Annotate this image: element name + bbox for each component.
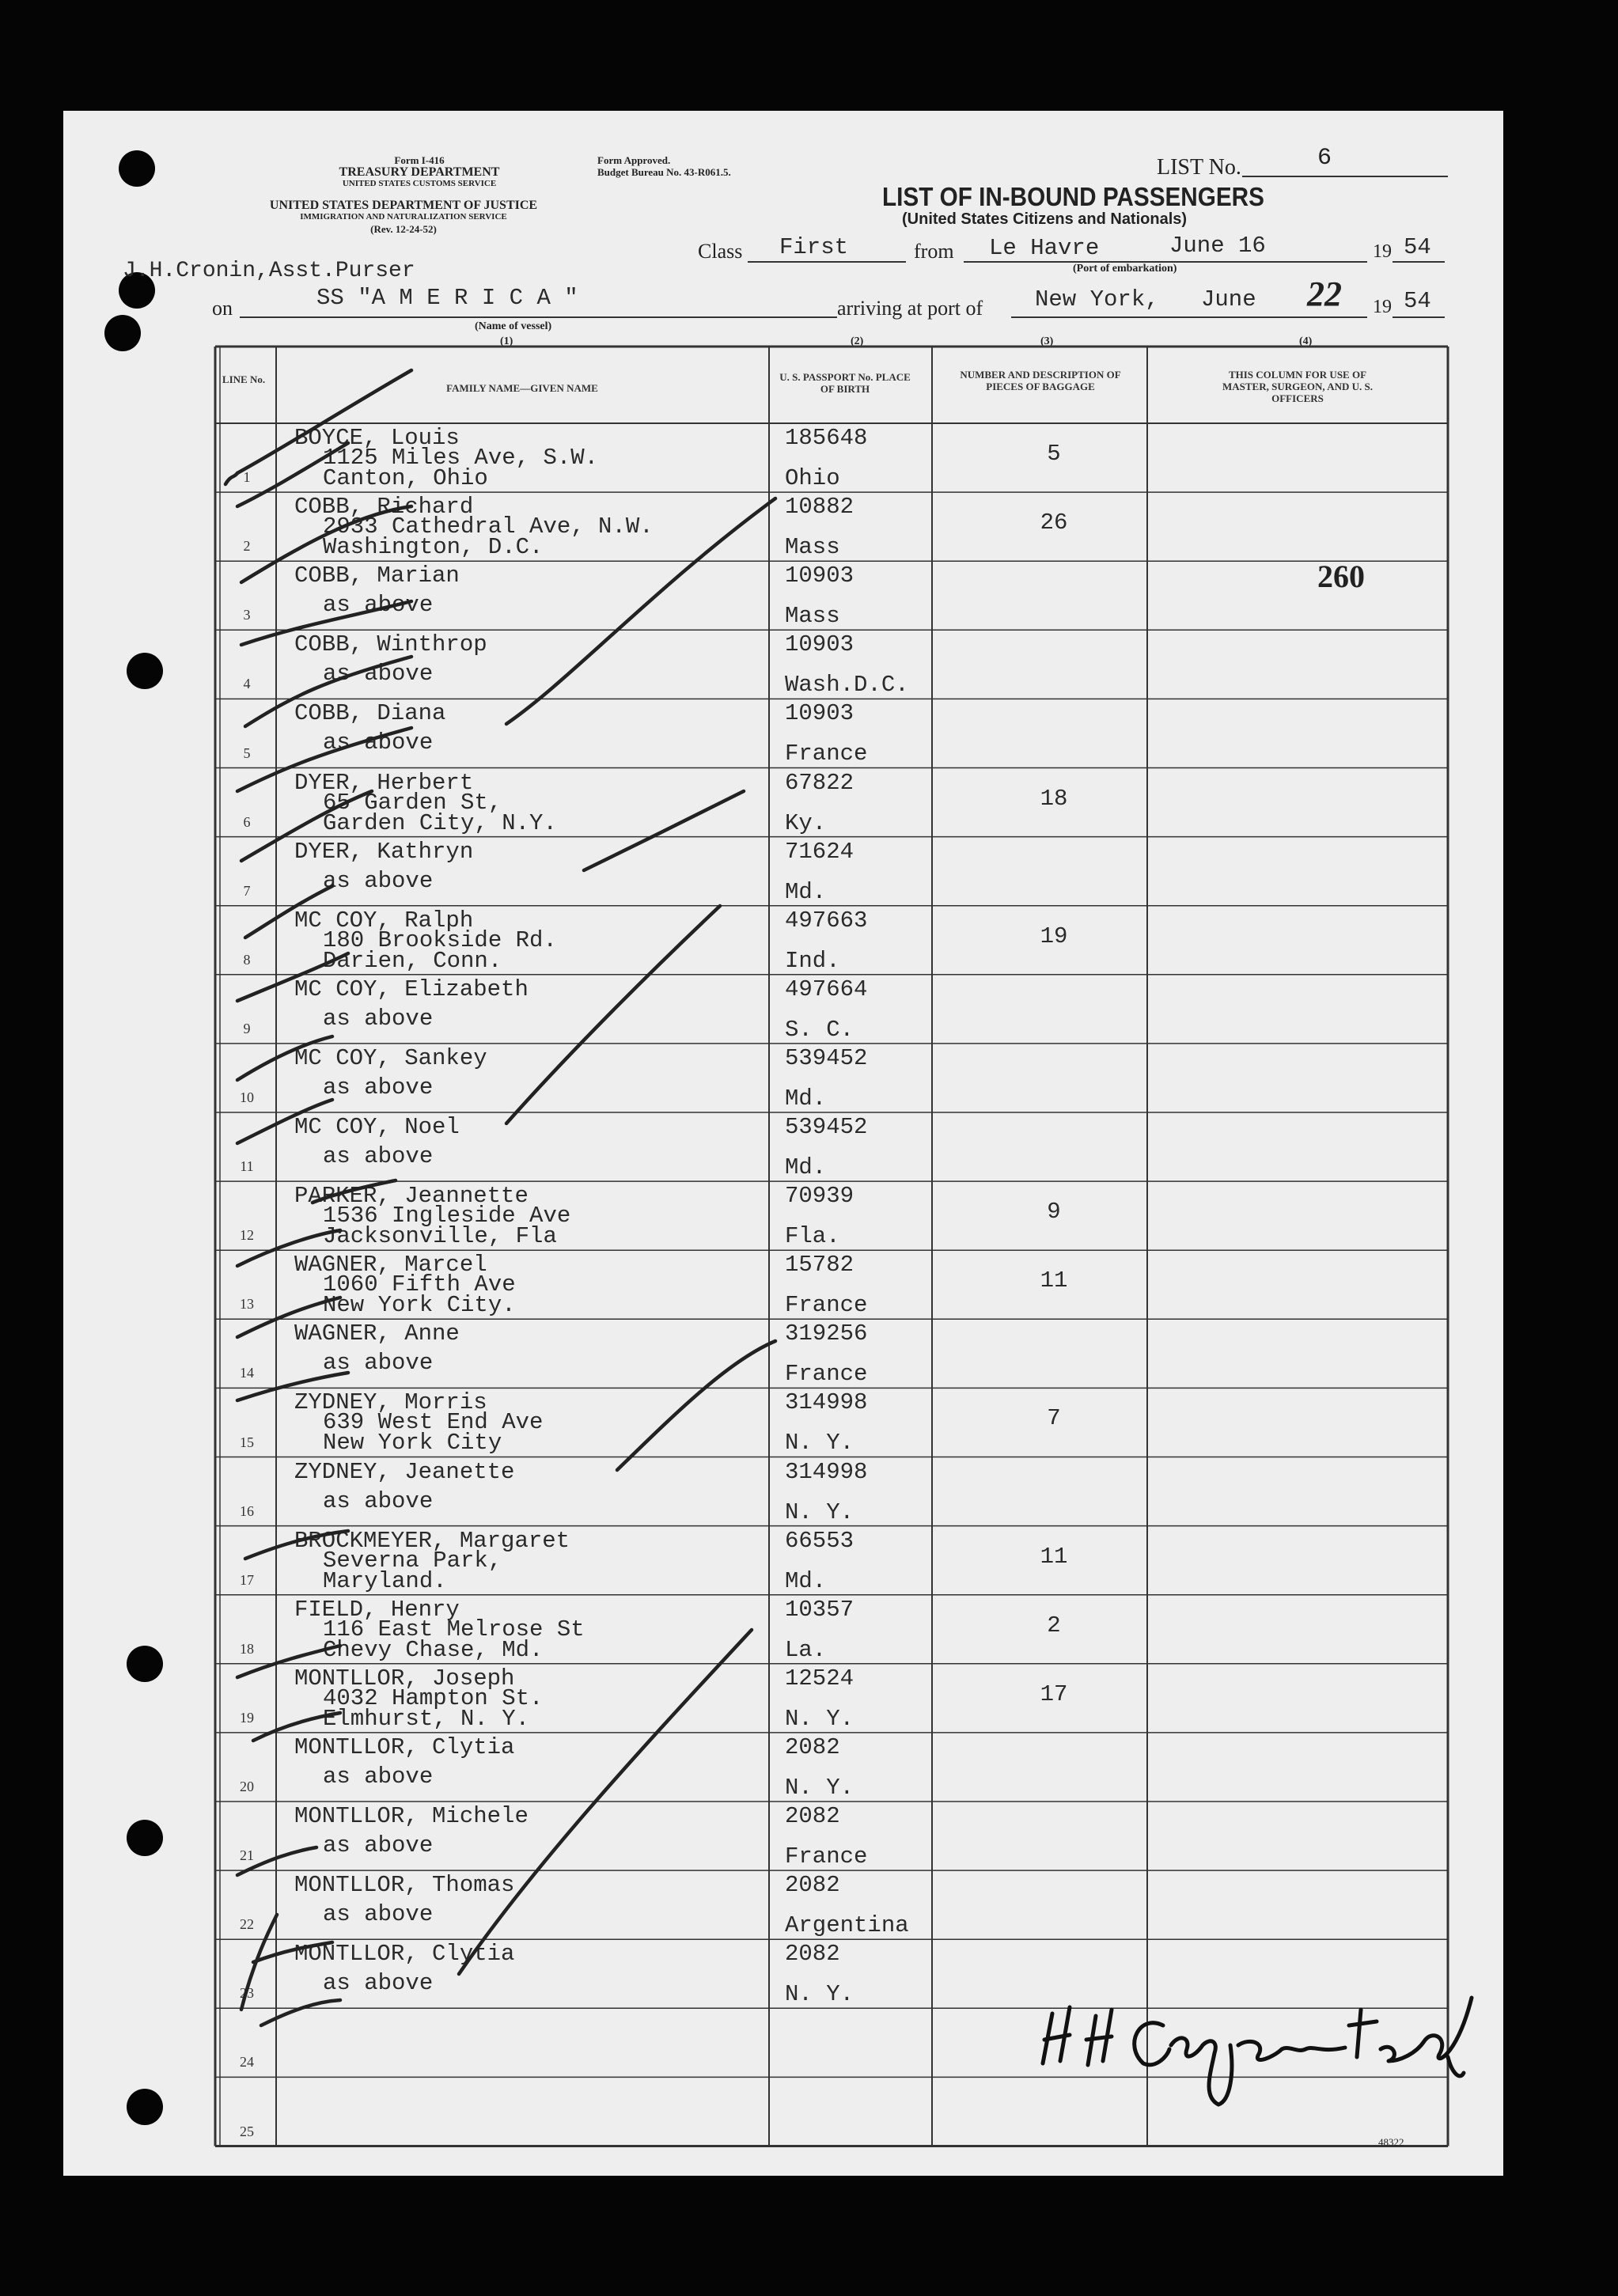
form-title: LIST OF IN-BOUND PASSENGERS <box>882 182 1264 211</box>
form-approved: Form Approved. <box>597 154 671 166</box>
line-number: 13 <box>240 1296 254 1313</box>
place-of-birth: Md. <box>785 1567 827 1594</box>
passenger-name: MONTLLOR, Thomas <box>294 1872 515 1899</box>
passenger-name: WAGNER, Marcel <box>294 1252 487 1279</box>
place-of-birth: N. Y. <box>785 1705 854 1732</box>
place-of-birth: N. Y. <box>785 1774 854 1801</box>
baggage-count: 18 <box>1040 785 1068 812</box>
address-line-1: as above <box>323 1970 434 1997</box>
address-line-2: Chevy Chase, Md. <box>323 1636 544 1663</box>
place-of-birth: France <box>785 741 868 767</box>
address-line-2: New York City <box>323 1430 502 1457</box>
column-header-officers: THIS COLUMN FOR USE OF MASTER, SURGEON, AND U. S. OFFICERS <box>1222 369 1373 404</box>
passport-number: 2082 <box>785 1872 840 1899</box>
place-of-birth: Ind. <box>785 947 840 974</box>
on-label: on <box>212 297 233 320</box>
baggage-count: 17 <box>1040 1680 1068 1707</box>
passport-number: 2082 <box>785 1733 840 1760</box>
address-line-1: 1536 Ingleside Ave <box>323 1203 571 1229</box>
column-header-passport: U. S. PASSPORT No. PLACE OF BIRTH <box>779 371 911 395</box>
passenger-name: MONTLLOR, Joseph <box>294 1665 515 1692</box>
passenger-name: MC COY, Ralph <box>294 907 474 934</box>
arrival-month: June <box>1201 286 1256 313</box>
line-number: 16 <box>240 1502 254 1519</box>
address-line-1: 180 Brookside Rd. <box>323 926 557 953</box>
baggage-count: 2 <box>1047 1612 1061 1639</box>
treasury-department: TREASURY DEPARTMENT <box>339 165 500 179</box>
vessel-name: SS "A M E R I C A " <box>316 285 578 311</box>
line-number: 10 <box>240 1089 254 1105</box>
line-number: 23 <box>240 1985 254 2002</box>
line-number: 15 <box>240 1434 254 1450</box>
line-number: 12 <box>240 1227 254 1244</box>
passenger-name: WAGNER, Anne <box>294 1320 460 1347</box>
address-line-1: 639 West End Ave <box>323 1409 544 1436</box>
address-line-2: Elmhurst, N. Y. <box>323 1705 530 1732</box>
place-of-birth: N. Y. <box>785 1981 854 2008</box>
baggage-count: 11 <box>1040 1543 1068 1570</box>
place-of-birth: France <box>785 1292 868 1319</box>
passenger-name: MC COY, Noel <box>294 1114 460 1140</box>
passport-number: 497663 <box>785 907 868 934</box>
address-line-1: as above <box>323 1143 434 1169</box>
line-number: 18 <box>240 1640 254 1657</box>
passenger-name: COBB, Diana <box>294 700 446 727</box>
form-code: 48322 <box>1378 2136 1404 2148</box>
line-number: 4 <box>243 676 251 692</box>
line-number: 3 <box>243 607 251 623</box>
address-line-1: as above <box>323 1005 434 1032</box>
customs-service: UNITED STATES CUSTOMS SERVICE <box>342 179 497 188</box>
place-of-birth: Argentina <box>785 1912 909 1939</box>
line-number: 1 <box>243 469 251 486</box>
line-number: 17 <box>240 1571 254 1588</box>
passenger-name: DYER, Kathryn <box>294 838 474 865</box>
baggage-count: 9 <box>1047 1199 1061 1226</box>
form-subtitle: (United States Citizens and Nationals) <box>902 210 1188 228</box>
place-of-birth: Md. <box>785 1085 827 1112</box>
place-of-birth: Fla. <box>785 1223 840 1250</box>
address-line-1: as above <box>323 1074 434 1101</box>
passport-number: 539452 <box>785 1044 868 1071</box>
line-number: 11 <box>240 1158 254 1175</box>
place-of-birth: N. Y. <box>785 1430 854 1457</box>
place-of-birth: Wash.D.C. <box>785 672 909 699</box>
passport-number: 12524 <box>785 1665 854 1692</box>
baggage-count: 7 <box>1047 1405 1061 1432</box>
from-port: Le Havre <box>989 235 1100 261</box>
passport-number: 2082 <box>785 1803 840 1829</box>
baggage-count: 19 <box>1040 923 1068 949</box>
arriving-label: arriving at port of <box>837 297 983 320</box>
place-of-birth: Mass <box>785 603 840 630</box>
passport-number: 70939 <box>785 1183 854 1210</box>
passport-number: 314998 <box>785 1389 868 1416</box>
passenger-name: ZYDNEY, Jeanette <box>294 1458 515 1485</box>
place-of-birth: France <box>785 1843 868 1870</box>
passport-number: 66553 <box>785 1527 854 1554</box>
address-line-2: Garden City, N.Y. <box>323 809 557 836</box>
line-number: 7 <box>243 882 251 899</box>
port-embark-caption: (Port of embarkation) <box>1073 263 1177 275</box>
arrival-port: New York, <box>1035 286 1159 313</box>
form-number: Form I-416 <box>394 154 445 166</box>
year-prefix-1: 19 <box>1373 241 1392 262</box>
vessel-caption: (Name of vessel) <box>475 320 552 332</box>
address-line-1: as above <box>323 1832 434 1858</box>
place-of-birth: S. C. <box>785 1016 854 1043</box>
line-number: 20 <box>240 1779 254 1794</box>
baggage-count: 11 <box>1040 1267 1068 1294</box>
column-header-line-no: LINE No. <box>222 373 266 385</box>
address-line-1: 116 East Melrose St <box>323 1616 585 1642</box>
passport-number: 10903 <box>785 563 854 589</box>
line-number: 19 <box>240 1709 254 1726</box>
column-number-2: (2) <box>851 335 864 347</box>
passenger-name: COBB, Winthrop <box>294 631 487 658</box>
address-line-2: Canton, Ohio <box>323 465 488 491</box>
place-of-birth: Mass <box>785 534 840 561</box>
immigration-service: IMMIGRATION AND NATURALIZATION SERVICE <box>300 212 507 222</box>
justice-department: UNITED STATES DEPARTMENT OF JUSTICE <box>269 199 538 212</box>
from-label: from <box>914 240 954 263</box>
year-prefix-2: 19 <box>1373 297 1392 317</box>
passenger-name: FIELD, Henry <box>294 1596 460 1623</box>
passport-number: 319256 <box>785 1320 868 1347</box>
address-line-2: Maryland. <box>323 1567 447 1594</box>
passport-number: 67822 <box>785 769 854 796</box>
address-line-1: as above <box>323 1487 434 1514</box>
passenger-name: BOYCE, Louis <box>294 425 460 451</box>
line-number: 25 <box>240 2123 254 2139</box>
place-of-birth: La. <box>785 1636 827 1663</box>
class-value: First <box>779 234 849 260</box>
address-line-2: Jacksonville, Fla <box>323 1223 557 1250</box>
place-of-birth: Md. <box>785 1154 827 1180</box>
place-of-birth: France <box>785 1361 868 1388</box>
address-line-2: Washington, D.C. <box>323 534 544 561</box>
arrival-day: 22 <box>1307 275 1342 313</box>
line-number: 24 <box>240 2054 254 2071</box>
place-of-birth: Ohio <box>785 465 840 491</box>
budget-bureau: Budget Bureau No. 43-R061.5. <box>597 166 731 178</box>
line-number: 21 <box>240 1847 254 1864</box>
passport-number: 497664 <box>785 976 868 1002</box>
address-line-1: as above <box>323 661 434 688</box>
column-header-name: FAMILY NAME—GIVEN NAME <box>446 382 598 394</box>
address-line-2: New York City. <box>323 1292 516 1319</box>
passport-number: 71624 <box>785 838 854 865</box>
revision-date: (Rev. 12-24-52) <box>370 223 437 235</box>
baggage-count: 26 <box>1040 510 1068 536</box>
line-number: 22 <box>240 1916 254 1933</box>
class-label: Class <box>698 240 743 263</box>
address-line-1: as above <box>323 1901 434 1928</box>
from-date: June 16 <box>1169 233 1266 259</box>
address-line-1: 1060 Fifth Ave <box>323 1271 516 1298</box>
passport-number: 10357 <box>785 1596 854 1623</box>
address-line-1: as above <box>323 867 434 894</box>
line-number: 14 <box>240 1365 254 1381</box>
passenger-name: MC COY, Sankey <box>294 1044 487 1071</box>
list-no-label: LIST No. <box>1157 155 1241 180</box>
passport-number: 539452 <box>785 1114 868 1140</box>
passport-number: 10903 <box>785 631 854 658</box>
address-line-1: 65 Garden St, <box>323 789 502 816</box>
line-number: 6 <box>243 813 251 830</box>
column-number-4: (4) <box>1299 335 1313 347</box>
address-line-1: 1125 Miles Ave, S.W. <box>323 445 599 471</box>
passport-number: 15782 <box>785 1252 854 1279</box>
passenger-name: COBB, Marian <box>294 563 460 589</box>
line-number: 2 <box>243 538 251 555</box>
passenger-name: BROCKMEYER, Margaret <box>294 1527 570 1554</box>
line-number: 9 <box>243 1020 251 1036</box>
officer-note: 260 <box>1317 559 1365 594</box>
column-number-3: (3) <box>1040 335 1054 347</box>
address-line-1: as above <box>323 592 434 619</box>
purser-name: J.H.Cronin,Asst.Purser <box>123 259 415 283</box>
passenger-name: MC COY, Elizabeth <box>294 976 529 1002</box>
passenger-name: COBB, Richard <box>294 494 474 521</box>
line-number: 5 <box>243 744 251 761</box>
column-header-baggage: NUMBER AND DESCRIPTION OF PIECES OF BAGGAGE <box>960 369 1121 392</box>
line-number: 8 <box>243 951 251 968</box>
address-line-1: 4032 Hampton St. <box>323 1684 544 1711</box>
passenger-name: DYER, Herbert <box>294 769 474 796</box>
address-line-1: as above <box>323 729 434 756</box>
passport-number: 10882 <box>785 494 854 521</box>
passport-number: 185648 <box>785 425 868 451</box>
passenger-name: MONTLLOR, Clytia <box>294 1733 515 1760</box>
list-no-value: 6 <box>1317 145 1332 172</box>
address-line-1: as above <box>323 1763 434 1790</box>
passenger-name: MONTLLOR, Clytia <box>294 1941 515 1968</box>
passport-number: 10903 <box>785 700 854 727</box>
passport-number: 2082 <box>785 1941 840 1968</box>
passport-number: 314998 <box>785 1458 868 1485</box>
column-number-1: (1) <box>500 335 513 347</box>
year-2: 54 <box>1404 288 1431 314</box>
baggage-count: 5 <box>1047 441 1061 467</box>
passenger-name: MONTLLOR, Michele <box>294 1803 529 1829</box>
passenger-name: PARKER, Jeannette <box>294 1183 529 1210</box>
place-of-birth: Ky. <box>785 809 827 836</box>
passenger-name: ZYDNEY, Morris <box>294 1389 487 1416</box>
address-line-1: as above <box>323 1350 434 1377</box>
address-line-2: Darien, Conn. <box>323 947 502 974</box>
place-of-birth: N. Y. <box>785 1498 854 1525</box>
place-of-birth: Md. <box>785 878 827 905</box>
address-line-1: 2933 Cathedral Ave, N.W. <box>323 513 654 540</box>
year-1: 54 <box>1404 234 1431 260</box>
address-line-1: Severna Park, <box>323 1547 502 1574</box>
